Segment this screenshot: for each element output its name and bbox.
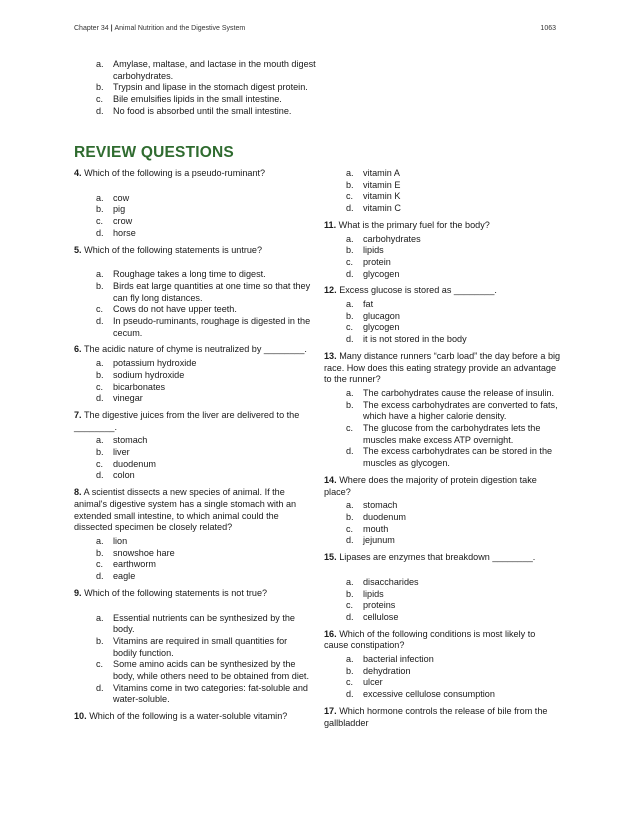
option-text: mouth xyxy=(363,523,389,534)
option-text: Roughage takes a long time to digest. xyxy=(113,269,266,280)
option-text: vitamin C xyxy=(363,203,401,214)
answer-option xyxy=(324,654,562,666)
option-text: pig xyxy=(113,204,126,215)
option-text: glycogen xyxy=(363,268,400,279)
answer-option xyxy=(324,524,562,536)
answer-option xyxy=(324,666,562,678)
option-text: vitamin K xyxy=(363,191,401,202)
answer-option xyxy=(80,59,320,82)
question-stem xyxy=(324,629,562,652)
option-text: proteins xyxy=(363,600,396,611)
section-title: REVIEW QUESTIONS xyxy=(74,144,234,161)
answer-option xyxy=(324,168,562,180)
option-marker: b. xyxy=(346,245,354,256)
option-marker: d. xyxy=(96,571,104,582)
chapter-title: Animal Nutrition and the Digestive System xyxy=(114,25,246,32)
answer-option xyxy=(74,636,312,659)
left-column xyxy=(74,168,312,728)
answer-option xyxy=(324,689,562,701)
question-text: The acidic nature of chyme is neutralized by ________. xyxy=(83,344,307,355)
review-question xyxy=(74,168,312,240)
option-marker: b. xyxy=(96,369,104,380)
option-text: eagle xyxy=(113,571,136,582)
option-marker: b. xyxy=(96,204,104,215)
option-text: The excess carbohydrates can be stored in the muscles as glycogen. xyxy=(363,446,553,469)
question-stem xyxy=(74,245,312,257)
page-number: 1063 xyxy=(540,25,556,32)
option-text: vitamin E xyxy=(363,179,401,190)
option-marker: a. xyxy=(346,233,354,244)
answer-option xyxy=(74,358,312,370)
answer-option xyxy=(324,612,562,624)
option-marker: c. xyxy=(346,677,354,688)
question-number: 11. xyxy=(324,219,337,230)
answer-option xyxy=(324,577,562,589)
review-question xyxy=(74,344,312,405)
question-text: Where does the majority of protein digestion take place? xyxy=(324,474,537,497)
option-marker: d. xyxy=(346,268,354,279)
option-marker: b. xyxy=(96,280,104,291)
option-text: No food is absorbed until the small intestine. xyxy=(113,105,292,116)
option-text: disaccharides xyxy=(363,576,419,587)
question-stem xyxy=(324,220,562,232)
option-text: Cows do not have upper teeth. xyxy=(113,304,237,315)
option-marker: c. xyxy=(96,559,104,570)
answer-option xyxy=(74,659,312,682)
option-marker: d. xyxy=(346,535,354,546)
option-text: snowshoe hare xyxy=(113,547,175,558)
question-text: Which of the following conditions is most likely to cause constipation? xyxy=(324,628,536,651)
option-marker: b. xyxy=(96,635,104,646)
review-question xyxy=(74,245,312,340)
option-marker: a. xyxy=(96,358,104,369)
review-question xyxy=(324,351,562,470)
question-number: 15. xyxy=(324,552,337,563)
question-number: 9. xyxy=(74,587,82,598)
option-text: excessive cellulose consumption xyxy=(363,689,495,700)
option-marker: a. xyxy=(96,269,104,280)
option-marker: a. xyxy=(346,500,354,511)
option-marker: b. xyxy=(96,447,104,458)
option-text: vinegar xyxy=(113,393,143,404)
option-text: earthworm xyxy=(113,559,156,570)
question-stem xyxy=(324,552,562,564)
option-text: The carbohydrates cause the release of insulin. xyxy=(363,387,555,398)
question-stem xyxy=(74,344,312,356)
question-text: Many distance runners “carb load” the day before a big race. How does this eating strategy provide an advantage to the runner? xyxy=(324,350,561,385)
option-text: Vitamins are required in small quantities for bodily function. xyxy=(113,635,288,658)
answer-option xyxy=(74,304,312,316)
review-question xyxy=(324,629,562,701)
option-marker: d. xyxy=(96,227,104,238)
question-text: What is the primary fuel for the body? xyxy=(338,219,490,230)
right-column xyxy=(324,168,562,734)
review-question xyxy=(324,168,562,215)
question-text: Which of the following is a pseudo-ruminant? xyxy=(84,168,266,178)
answer-option xyxy=(74,382,312,394)
answer-option xyxy=(324,446,562,469)
question-number: 13. xyxy=(324,350,337,361)
option-marker: d. xyxy=(96,393,104,404)
question-stem xyxy=(324,475,562,498)
option-marker: a. xyxy=(96,535,104,546)
question-number: 8. xyxy=(74,487,82,498)
question-stem xyxy=(74,711,312,723)
option-text: carbohydrates xyxy=(363,233,421,244)
answer-option xyxy=(324,299,562,311)
question-number: 5. xyxy=(74,244,82,255)
question-stem xyxy=(324,351,562,386)
option-marker: a. xyxy=(346,576,354,587)
option-marker: b. xyxy=(346,665,354,676)
question-number: 10. xyxy=(74,711,87,722)
option-text: crow xyxy=(113,216,133,227)
answer-option xyxy=(324,311,562,323)
option-text: vitamin A xyxy=(363,168,400,178)
option-marker: d. xyxy=(96,682,104,693)
option-text: lipids xyxy=(363,588,384,599)
answer-option xyxy=(324,589,562,601)
option-text: lipids xyxy=(363,245,384,256)
option-marker: c. xyxy=(346,256,354,267)
answer-option xyxy=(324,500,562,512)
answer-option xyxy=(74,559,312,571)
option-marker: d. xyxy=(96,105,104,116)
option-marker: b. xyxy=(346,511,354,522)
option-text: bicarbonates xyxy=(113,381,166,392)
question-stem xyxy=(74,168,312,180)
option-marker: b. xyxy=(346,310,354,321)
question-text: Lipases are enzymes that breakdown ________. xyxy=(339,552,536,563)
option-marker: a. xyxy=(346,299,354,310)
option-text: sodium hydroxide xyxy=(113,369,185,380)
option-marker: b. xyxy=(346,588,354,599)
answer-option xyxy=(324,180,562,192)
answer-option xyxy=(324,423,562,446)
answer-option xyxy=(324,269,562,281)
answer-option xyxy=(74,613,312,636)
option-text: lion xyxy=(113,535,128,546)
answer-option xyxy=(74,571,312,583)
option-marker: d. xyxy=(96,470,104,481)
option-text: cellulose xyxy=(363,611,399,622)
option-marker: b. xyxy=(96,547,104,558)
option-text: Essential nutrients can be synthesized by the body. xyxy=(113,612,295,635)
answer-option xyxy=(324,535,562,547)
answer-option xyxy=(74,316,312,339)
option-marker: d. xyxy=(96,316,104,327)
question-text: Which of the following statements is not true? xyxy=(84,587,268,598)
question-stem xyxy=(74,588,312,600)
option-text: ulcer xyxy=(363,677,383,688)
option-marker: a. xyxy=(346,387,354,398)
option-marker: c. xyxy=(96,94,104,105)
answer-option xyxy=(74,281,312,304)
answer-option xyxy=(74,548,312,560)
question-number: 16. xyxy=(324,628,337,639)
option-marker: c. xyxy=(96,381,104,392)
option-text: fat xyxy=(363,299,374,310)
option-text: Bile emulsifies lipids in the small intestine. xyxy=(113,94,282,105)
answer-option xyxy=(324,600,562,612)
option-text: protein xyxy=(363,256,391,267)
option-text: colon xyxy=(113,470,135,481)
review-question xyxy=(74,410,312,482)
running-head xyxy=(74,25,245,32)
option-text: Birds eat large quantities at one time so that they can fly long distances. xyxy=(113,280,311,303)
option-text: liver xyxy=(113,447,130,458)
option-marker: a. xyxy=(96,192,104,203)
review-question xyxy=(324,285,562,346)
answer-option xyxy=(74,269,312,281)
answer-option xyxy=(324,245,562,257)
option-text: The excess carbohydrates are converted to fats, which have a higher calorie density. xyxy=(363,399,558,422)
answer-option xyxy=(74,393,312,405)
option-marker: c. xyxy=(346,423,354,434)
option-text: potassium hydroxide xyxy=(113,358,197,369)
option-marker: d. xyxy=(346,446,354,457)
option-marker: c. xyxy=(96,659,104,670)
answer-option xyxy=(324,512,562,524)
option-marker: b. xyxy=(346,399,354,410)
option-text: glycogen xyxy=(363,322,400,333)
option-text: Trypsin and lipase in the stomach digest protein. xyxy=(113,82,308,93)
option-text: Some amino acids can be synthesized by the body, while others need to be obtained from diet. xyxy=(113,659,309,682)
answer-option xyxy=(324,400,562,423)
option-marker: d. xyxy=(346,689,354,700)
option-marker: c. xyxy=(96,216,104,227)
option-text: horse xyxy=(113,227,136,238)
answer-option xyxy=(324,322,562,334)
answer-option xyxy=(74,536,312,548)
option-marker: a. xyxy=(346,654,354,665)
page-header xyxy=(74,25,556,37)
answer-option xyxy=(74,470,312,482)
option-text: In pseudo-ruminants, roughage is digested in the cecum. xyxy=(113,316,311,338)
option-text: duodenum xyxy=(363,511,406,522)
option-marker: a. xyxy=(96,59,104,69)
answer-option xyxy=(80,106,320,118)
question-text: Which hormone controls the release of bile from the gallbladder xyxy=(324,705,548,728)
answer-option xyxy=(324,191,562,203)
answer-option xyxy=(74,216,312,228)
answer-option xyxy=(80,94,320,106)
answer-option xyxy=(80,82,320,94)
question-stem xyxy=(74,410,312,433)
option-text: cow xyxy=(113,192,130,203)
option-text: duodenum xyxy=(113,458,156,469)
option-marker: a. xyxy=(96,435,104,446)
option-text: The glucose from the carbohydrates lets the muscles make excess ATP overnight. xyxy=(363,423,541,445)
answer-option xyxy=(324,388,562,400)
answer-option xyxy=(74,228,312,240)
option-text: Vitamins come in two categories: fat-soluble and water-soluble. xyxy=(113,682,308,705)
question-text: Excess glucose is stored as ________. xyxy=(339,285,497,296)
question-text: Which of the following statements is untrue? xyxy=(84,244,263,255)
answer-option xyxy=(324,203,562,215)
option-marker: b. xyxy=(96,82,104,93)
chapter-label: Chapter 34 xyxy=(74,25,109,32)
question-stem xyxy=(324,706,562,729)
option-marker: c. xyxy=(346,322,354,333)
continued-question-options xyxy=(80,59,320,118)
review-question xyxy=(324,706,562,729)
answer-option xyxy=(74,459,312,471)
review-question xyxy=(74,711,312,723)
option-marker: c. xyxy=(96,304,104,315)
answer-option xyxy=(324,234,562,246)
answer-option xyxy=(74,193,312,205)
option-text: dehydration xyxy=(363,665,411,676)
option-marker: d. xyxy=(346,611,354,622)
question-number: 12. xyxy=(324,285,337,296)
header-separator: | xyxy=(108,25,115,32)
option-text: bacterial infection xyxy=(363,654,434,665)
option-marker: a. xyxy=(96,612,104,623)
review-question xyxy=(324,220,562,281)
option-text: glucagon xyxy=(363,310,400,321)
review-question xyxy=(324,475,562,547)
question-number: 4. xyxy=(74,168,82,178)
option-text: jejunum xyxy=(363,535,395,546)
option-text: stomach xyxy=(363,500,398,511)
question-text: A scientist dissects a new species of animal. If the animal's digestive system has a single stomach with an extended small intestine, to which animal could the dissected specimen be closely related? xyxy=(74,487,297,533)
option-marker: c. xyxy=(346,191,354,202)
answer-option xyxy=(74,204,312,216)
question-number: 6. xyxy=(74,344,82,355)
answer-option xyxy=(74,683,312,706)
answer-option xyxy=(74,370,312,382)
review-question xyxy=(74,588,312,706)
answer-option xyxy=(324,677,562,689)
option-marker: b. xyxy=(346,179,354,190)
question-stem xyxy=(74,487,312,534)
option-marker: a. xyxy=(346,168,354,178)
review-question xyxy=(324,552,562,624)
question-stem xyxy=(324,285,562,297)
option-marker: d. xyxy=(346,203,354,214)
question-number: 14. xyxy=(324,474,337,485)
answer-option xyxy=(324,257,562,269)
option-text: Amylase, maltase, and lactase in the mouth digest carbohydrates. xyxy=(113,59,316,81)
question-text: Which of the following is a water-soluble vitamin? xyxy=(89,711,288,722)
answer-option xyxy=(74,447,312,459)
option-text: stomach xyxy=(113,435,148,446)
option-marker: c. xyxy=(346,523,354,534)
option-marker: d. xyxy=(346,334,354,345)
question-number: 7. xyxy=(74,409,82,420)
answer-option xyxy=(324,334,562,346)
option-text: it is not stored in the body xyxy=(363,334,467,345)
option-marker: c. xyxy=(96,458,104,469)
option-marker: c. xyxy=(346,600,354,611)
question-number: 17. xyxy=(324,705,337,716)
review-question xyxy=(74,487,312,583)
question-text: The digestive juices from the liver are delivered to the ________. xyxy=(74,409,300,432)
answer-option xyxy=(74,435,312,447)
